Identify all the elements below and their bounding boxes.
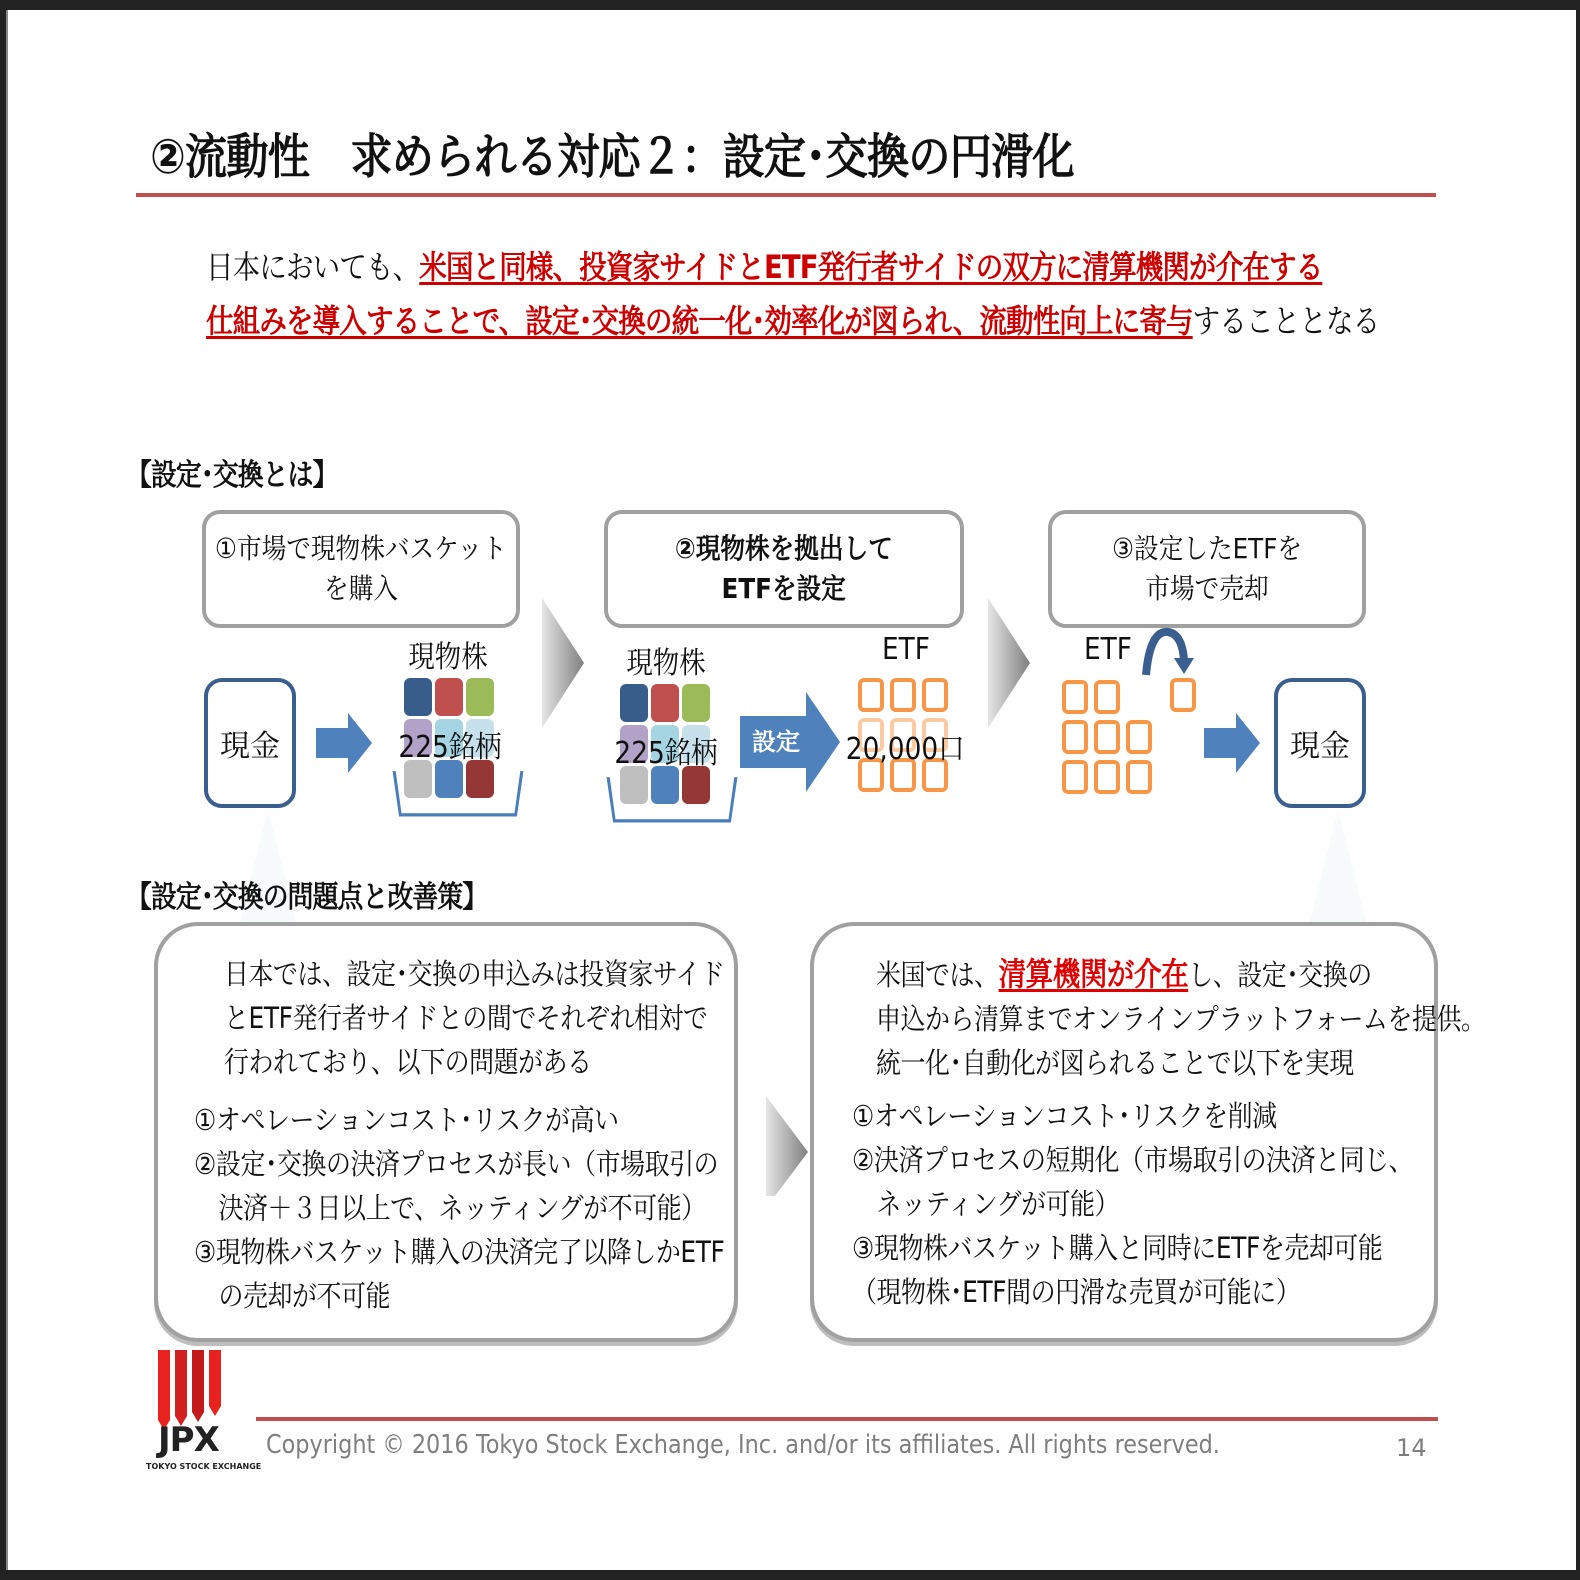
chevron-right-icon (538, 598, 588, 728)
etf-unit-sold (1170, 678, 1196, 712)
us-intro-line: 統一化･自動化が図られることで以下を実現 (876, 1046, 1354, 1080)
arrow-right-icon (1204, 713, 1260, 773)
footer-divider (256, 1417, 1438, 1421)
japan-intro (224, 952, 725, 1084)
cash-box-left (204, 678, 296, 808)
slide (6, 10, 1576, 1570)
copyright-text: Copyright © 2016 Tokyo Stock Exchange, Inc. and/or its affiliates. All rights reserved. (266, 1430, 1220, 1460)
etf-grid-right (1062, 680, 1154, 794)
step-box-1 (202, 510, 520, 628)
lead-text (206, 240, 1379, 348)
etf-units: 20,000口 (845, 732, 965, 767)
japan-issue: の売却が不可能 (194, 1279, 391, 1313)
us-benefit: ネッティングが可能） (852, 1187, 1120, 1221)
us-intro (876, 952, 1486, 1085)
section-heading-issues: 【設定･交換の問題点と改善策】 (126, 880, 488, 915)
us-benefit: （現物株･ETF間の円滑な売買が可能に） (852, 1275, 1301, 1309)
step-2-line1: ②現物株を拠出して (675, 532, 893, 565)
japan-issue: ①オペレーションコスト･リスクが高い (194, 1103, 619, 1137)
step-box-2 (604, 510, 964, 628)
pointer-triangle (1308, 810, 1368, 930)
us-panel (810, 922, 1486, 1342)
setup-arrow (740, 692, 840, 792)
stocks-count: 225銘柄 (398, 730, 502, 765)
lead-highlight-2: 仕組みを導入することで、設定･交換の統一化･効率化が図られ、流動性向上に寄与 (206, 302, 1193, 340)
chevron-right-icon (764, 1096, 808, 1196)
stocks-count-2: 225銘柄 (614, 736, 718, 771)
step-2-line2: ETFを設定 (721, 572, 847, 605)
step-1-line1: ①市場で現物株バスケット (215, 532, 507, 565)
step-3-line2: 市場で売却 (1145, 572, 1269, 605)
stocks-label-2: 現物株 (626, 646, 706, 681)
us-intro-prefix: 米国では、 (876, 958, 999, 992)
jpx-logo-icon (158, 1350, 222, 1430)
jpx-logo-text: JPX (158, 1420, 219, 1460)
jpx-logo-subtext: TOKYO STOCK EXCHANGE (146, 1462, 262, 1471)
setup-arrow-label: 設定 (752, 728, 800, 756)
etf-label: ETF (881, 632, 930, 667)
cash-box-right (1274, 678, 1366, 808)
stocks-label: 現物株 (408, 640, 488, 675)
us-benefit: ①オペレーションコスト･リスクを削減 (852, 1099, 1277, 1133)
title-divider (136, 193, 1436, 197)
japan-issue: 決済＋３日以上で、ネッティングが不可能） (194, 1191, 706, 1225)
us-benefits-list (852, 1094, 1413, 1314)
japan-panel (154, 922, 738, 1342)
japan-intro-line: 行われており、以下の問題がある (224, 1045, 592, 1079)
us-intro-highlight: 清算機関が介在 (998, 955, 1189, 993)
japan-issue: ②設定･交換の決済プロセスが長い（市場取引の (194, 1147, 719, 1181)
japan-issue: ③現物株バスケット購入の決済完了以降しかETF (194, 1235, 725, 1269)
lead-highlight-1: 米国と同様、投資家サイドとETF発行者サイドの双方に清算機関が介在する (419, 248, 1323, 286)
lead-plain-2: することとなる (1192, 302, 1380, 340)
step-box-3 (1048, 510, 1366, 628)
japan-intro-line: 日本では、設定･交換の申込みは投資家サイド (224, 957, 725, 991)
japan-intro-line: とETF発行者サイドとの間でそれぞれ相対で (224, 1001, 708, 1035)
lead-plain-1: 日本においても、 (206, 248, 420, 286)
cash-label-right: 現金 (1290, 729, 1350, 764)
page-number: 14 (1396, 1434, 1427, 1462)
us-intro-line: 申込から清算までオンラインプラットフォームを提供。 (876, 1002, 1486, 1036)
us-benefit: ②決済プロセスの短期化（市場取引の決済と同じ、 (852, 1143, 1414, 1177)
cash-label: 現金 (220, 729, 280, 764)
us-benefit: ③現物株バスケット購入と同時にETFを売却可能 (852, 1231, 1383, 1265)
page-title: ②流動性 求められる対応２：設定･交換の円滑化 (150, 129, 1074, 185)
japan-issues-list (194, 1098, 724, 1318)
us-intro-suffix: し、設定･交換の (1188, 958, 1372, 992)
arrow-right-icon (316, 713, 372, 773)
step-3-line1: ③設定したETFを (1111, 532, 1303, 565)
etf-label-right: ETF (1083, 632, 1132, 667)
section-heading-setup: 【設定･交換とは】 (126, 458, 338, 493)
step-1-line2: を購入 (324, 572, 398, 605)
curved-arrow-icon (1138, 620, 1198, 680)
chevron-right-icon (984, 598, 1034, 728)
